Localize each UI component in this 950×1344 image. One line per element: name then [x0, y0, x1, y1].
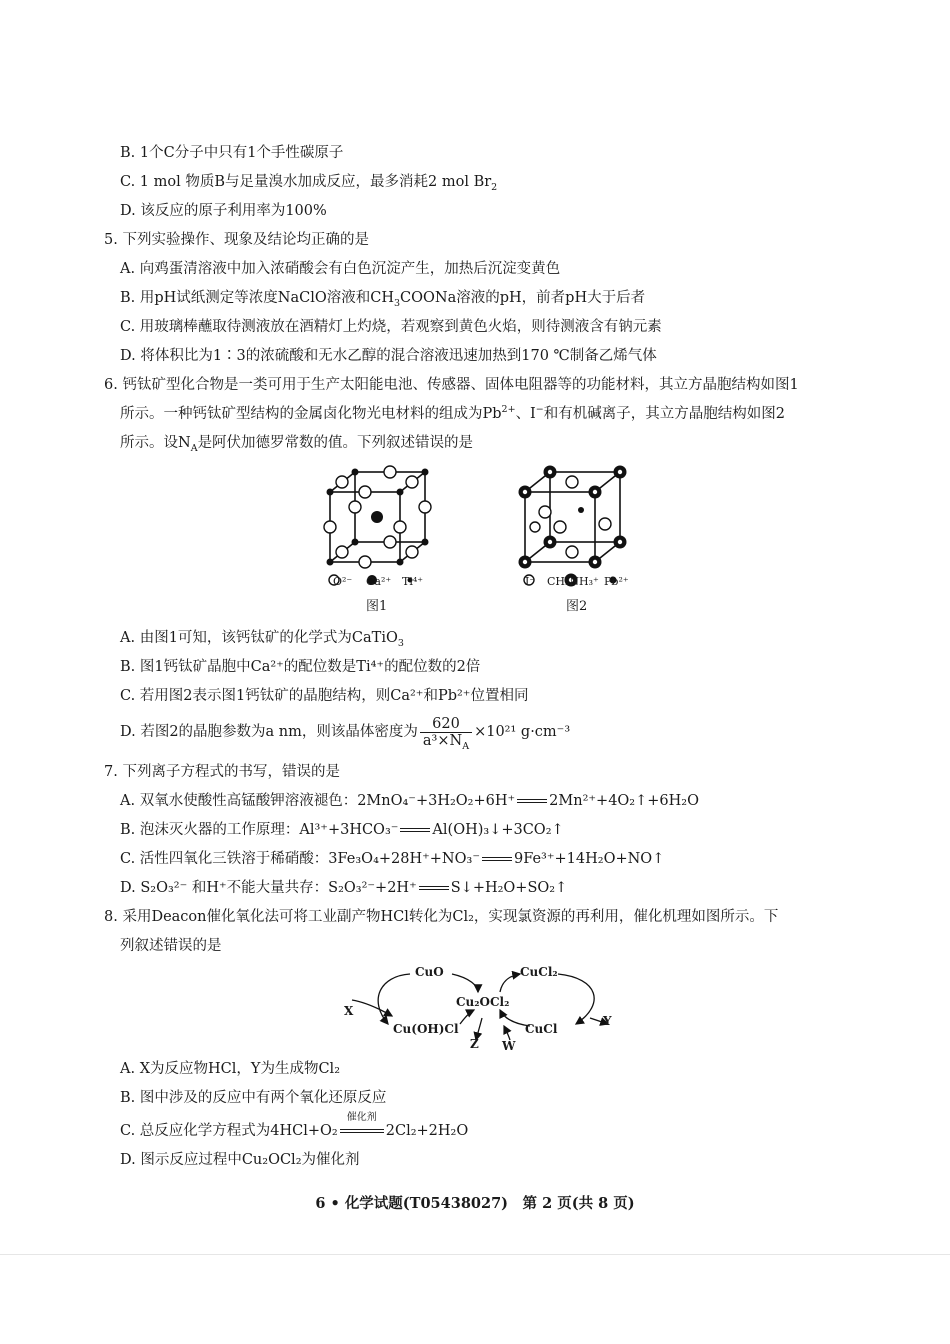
diagram-cuohcl: Cu(OH)Cl: [393, 1022, 459, 1036]
q6-stem-line2: 所示。一种钙钛矿型结构的金属卤化物光电材料的组成为$Pb^{2+}$、I−和有机碱离子，其立方晶胞结构如图2: [120, 404, 785, 422]
q5-option-c: C. 用玻璃棒蘸取待测液放在酒精灯上灼烧，若观察到黄色火焰，则待测液含有钠元素: [120, 319, 662, 335]
q5-stem: 5. 下列实验操作、现象及结论均正确的是: [104, 232, 369, 248]
q6-stem-line3: 所示。设$N_A$是阿伏加德罗常数的值。下列叙述错误的是: [120, 435, 474, 454]
diagram-cucl: CuCl: [525, 1022, 558, 1036]
fig2-legend-i: I⁻: [525, 575, 536, 588]
diagram-cu2ocl2: Cu₂OCl₂: [456, 995, 510, 1009]
q5-option-a: A. 向鸡蛋清溶液中加入浓硝酸会有白色沉淀产生，加热后沉淀变黄色: [120, 261, 561, 277]
q6-option-a: A. 由图1可知，该钙钛矿的化学式为CaTiO$_3$: [120, 630, 404, 649]
diagram-x: X: [344, 1004, 354, 1018]
q7-option-b: B. 泡沫灭火器的工作原理：Al³⁺+3HCO₃⁻ Al(OH)₃↓+3CO₂↑: [120, 822, 564, 838]
q8-option-a: A. X为反应物HCl，Y为生成物Cl₂: [120, 1061, 341, 1077]
fig2-legend-pb: Pb²⁺: [604, 575, 629, 588]
q8-stem-line2: 列叙述错误的是: [120, 938, 222, 954]
q8-option-b: B. 图中涉及的反应中有两个氧化还原反应: [120, 1090, 387, 1106]
q7-option-a: A. 双氧水使酸性高锰酸钾溶液褪色：2MnO₄⁻+3H₂O₂+6H⁺ 2Mn²⁺+4O₂↑+6H₂O: [120, 793, 699, 809]
q5-option-d: D. 将体积比为1∶3的浓硫酸和无水乙醇的混合溶液迅速加热到170 ℃制备乙烯气体: [120, 348, 657, 364]
fig1-legend-ca: Ca²⁺: [366, 575, 392, 588]
q6-option-d: D. 若图2的晶胞参数为a nm，则该晶体密度为 $\frac{620}{a^3\times N_A}$ ×10²¹ g·cm⁻³: [120, 715, 571, 752]
q7-stem: 7. 下列离子方程式的书写，错误的是: [104, 764, 340, 780]
q8-stem-line1: 8. 采用Deacon催化氧化法可将工业副产物HCl转化为Cl₂，实现氯资源的再利用，催化机理如图所示。下: [104, 909, 779, 925]
fig1-legend-ti: Ti⁴⁺: [402, 575, 424, 588]
q7-option-d: D. S₂O₃²⁻ 和H⁺不能大量共存：S₂O₃²⁻+2H⁺ S↓+H₂O+SO₂↑: [120, 880, 568, 896]
q6-option-b: B. 图1钙钛矿晶胞中Ca²⁺的配位数是Ti⁴⁺的配位数的2倍: [120, 659, 481, 675]
q8-option-d: D. 图示反应过程中Cu₂OCl₂为催化剂: [120, 1152, 360, 1168]
diagram-w: W: [502, 1039, 516, 1053]
q4-option-c: C. 1 mol 物质B与足量溴水加成反应，最多消耗2 mol $Br_2$: [120, 174, 498, 193]
density-fraction: $\frac{620}{a^3\times N_A}$: [420, 716, 472, 749]
diagram-cucl2: CuCl₂: [520, 965, 558, 979]
fig2-caption: 图2: [566, 599, 588, 614]
diagram-y: Y: [603, 1014, 612, 1028]
q5-option-b: B. 用pH试纸测定等浓度NaClO溶液和$CH_3COONa$溶液的pH，前者pH大于后者: [120, 290, 646, 309]
q6-stem-line1: 6. 钙钛矿型化合物是一类可用于生产太阳能电池、传感器、固体电阻器等的功能材料，其立方晶胞结构如图1: [104, 377, 799, 393]
q4-option-d: D. 该反应的原子利用率为100%: [120, 203, 327, 219]
page-bottom-rule: [0, 1254, 950, 1255]
q6-option-c: C. 若用图2表示图1钙钛矿的晶胞结构，则Ca²⁺和Pb²⁺位置相同: [120, 688, 529, 704]
q4-option-b: B. 1个C分子中只有1个手性碳原子: [120, 145, 344, 161]
fig2-legend-ch3nh3: CH₃NH₃⁺: [547, 575, 599, 588]
catalyst-condition-arrow: 催化剂: [338, 1121, 386, 1141]
fig1-caption: 图1: [366, 599, 388, 614]
diagram-z: Z: [470, 1037, 479, 1051]
diagram-cuo: CuO: [415, 965, 444, 979]
q7-option-c: C. 活性四氧化三铁溶于稀硝酸：3Fe₃O₄+28H⁺+NO₃⁻ 9Fe³⁺+14H₂O+NO↑: [120, 851, 665, 867]
page-footer: 6 • 化学试题(T05438027) 第 2 页(共 8 页): [315, 1195, 635, 1212]
q8-option-c: C. 总反应化学方程式为4HCl+O₂ 催化剂 2Cl₂+2H₂O: [120, 1112, 469, 1139]
fig1-legend-o: O²⁻: [333, 575, 353, 588]
